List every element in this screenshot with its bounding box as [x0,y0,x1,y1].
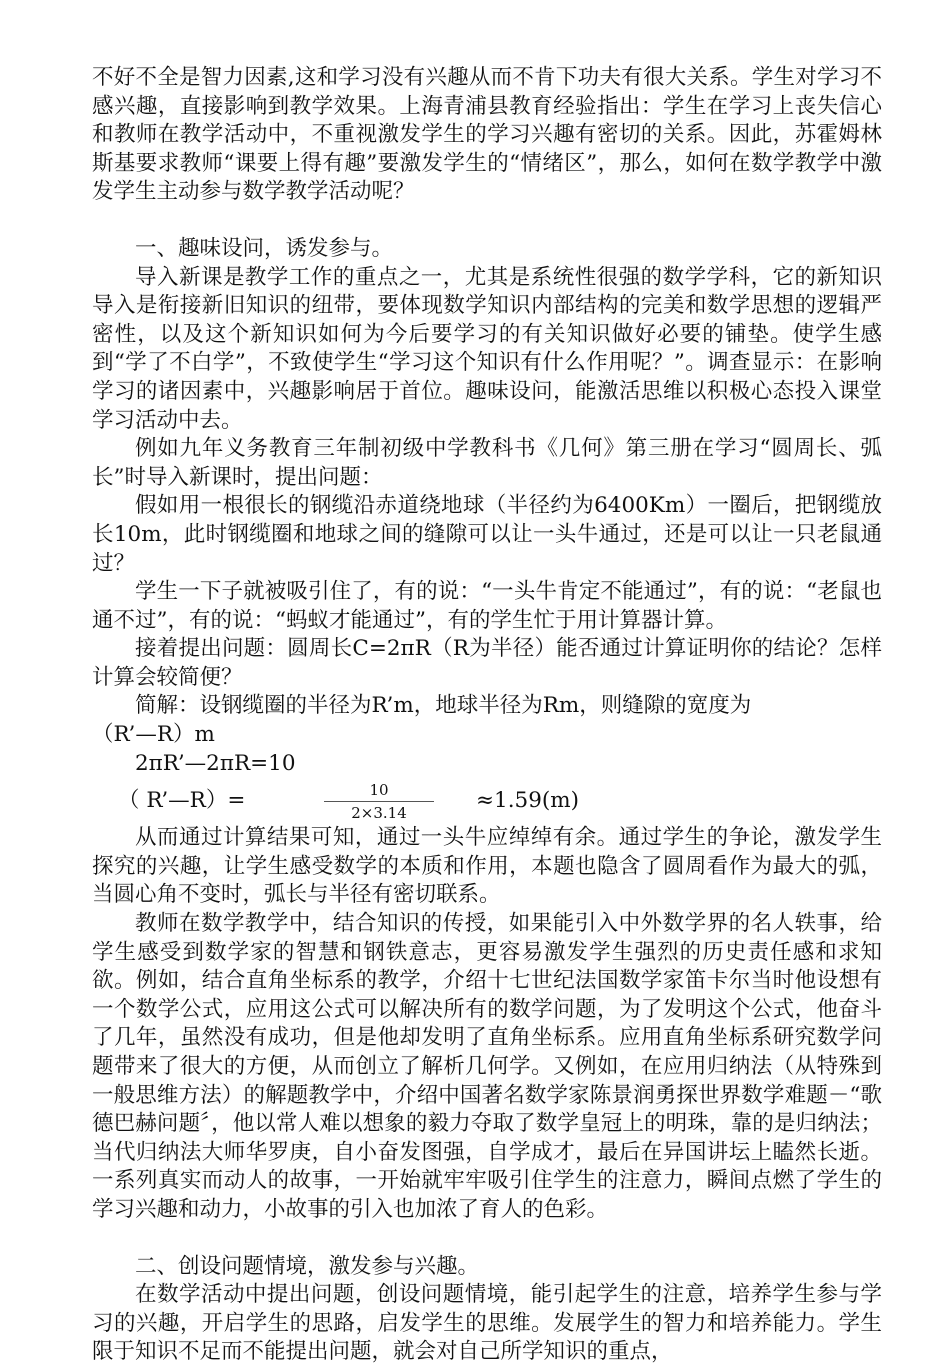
intro-paragraph: 不好不全是智力因素,这和学习没有兴趣从而不肯下功夫有很大关系。学生对学习不感兴趣，直接影响到教学效果。上海青浦县教育经验指出：学生在学习上丧失信心和教师在教学活动中，不重视激发学生的学习兴趣有密切的关系。因此，苏霍姆林斯基要求教师“课要上得有趣”要激发学生的“情绪区”，那么，如何在数学教学中激发学生主动参与数学教学活动呢？ [92,65,882,205]
fraction [324,781,434,822]
section1-follow-up-question: 接着提出问题：圆周长C=2πR（R为半径）能否通过计算证明你的结论？怎样计算会较简便？ [92,636,882,690]
fraction-denominator: 2×3.14 [351,803,407,822]
section1-student-reactions: 学生一下子就被吸引住了，有的说：“一头牛肯定不能通过”，有的说：“老鼠也通不过”，有的说：“蚂蚁才能通过”，有的学生忙于用计算器计算。 [92,579,882,633]
section1-solution-intro: 简解：设钢缆圈的半径为R’m，地球半径为Rm，则缝隙的宽度为 [135,693,752,719]
section1-conclusion: 从而通过计算结果可知，通过一头牛应绰绰有余。通过学生的争论，激发学生探究的兴趣，让学生感受数学的本质和作用，本题也隐含了圆周看作为最大的弧，当圆心角不变时，弧长与半径有密切联系。 [92,825,882,908]
section1-paragraph-2: 例如九年义务教育三年制初级中学教科书《几何》第三册在学习“圆周长、弧长”时导入新课时，提出问题： [92,436,882,490]
solution-gap-expression: （R’—R）m [92,722,215,748]
section1-problem: 假如用一根很长的钢缆沿赤道绕地球（半径约为6400Km）一圈后，把钢缆放长10m，此时钢缆圈和地球之间的缝隙可以让一头牛通过，还是可以让一只老鼠通过？ [92,493,882,576]
section-heading-2: 二、创设问题情境，激发参与兴趣。 [135,1253,480,1279]
document-page [92,64,882,1367]
equation-2-result: ≈1.59(m) [476,787,580,813]
paragraph-gap [92,1225,882,1253]
equation-1: 2πR’—2πR=10 [135,750,296,776]
section1-paragraph-1: 导入新课是教学工作的重点之一，尤其是系统性很强的数学学科，它的新知识导入是衔接新旧知识的纽带，要体现数学知识内部结构的完美和数学思想的逻辑严密性，以及这个新知识如何为今后要学习的有关知识做好必要的铺垫。使学生感到“学了不白学”，不致使学生“学习这个知识有什么作用呢？”。调查显示：在影响学习的诸因素中，兴趣影响居于首位。趣味设问，能激活思维以积极心态投入课堂学习活动中去。 [92,264,882,433]
equation-2 [118,778,882,824]
section2-paragraph-1: 在数学活动中提出问题，创设问题情境，能引起学生的注意，培养学生参与学习的兴趣，开启学生的思路，启发学生的思维。发展学生的智力和培养能力。学生限于知识不足而不能提出问题，就会对自己所学知识的重点， [92,1282,882,1365]
fraction-numerator: 10 [324,781,434,802]
section1-anecdotes: 教师在数学教学中，结合知识的传授，如果能引入中外数学界的名人轶事，给学生感受到数学家的智慧和钢铁意志，更容易激发学生强烈的历史责任感和求知欲。例如，结合直角坐标系的教学，介绍十七世纪法国数学家笛卡尔当时他设想有一个数学公式，应用这公式可以解决所有的数学问题，为了发明这个公式，他奋斗了几年，虽然没有成功，但是他却发明了直角坐标系。应用直角坐标系研究数学问题带来了很大的方便，从而创立了解析几何学。又例如，在应用归纳法（从特殊到一般思维方法）的解题教学中，介绍中国著名数学家陈景润勇探世界数学难题－“歌德巴赫问题〞，他以常人难以想象的毅力夺取了数学皇冠上的明珠，靠的是归纳法；当代归纳法大师华罗庚，自小奋发图强，自学成才，最后在异国讲坛上瞌然长逝。一系列真实而动人的故事，一开始就牢牢吸引住学生的注意力，瞬间点燃了学生的学习兴趣和动力，小故事的引入也加浓了育人的色彩。 [92,911,882,1222]
equation-2-lhs: （ R’—R）= [118,787,246,813]
paragraph-gap [92,207,882,235]
section-heading-1: 一、趣味设问，诱发参与。 [135,235,394,261]
